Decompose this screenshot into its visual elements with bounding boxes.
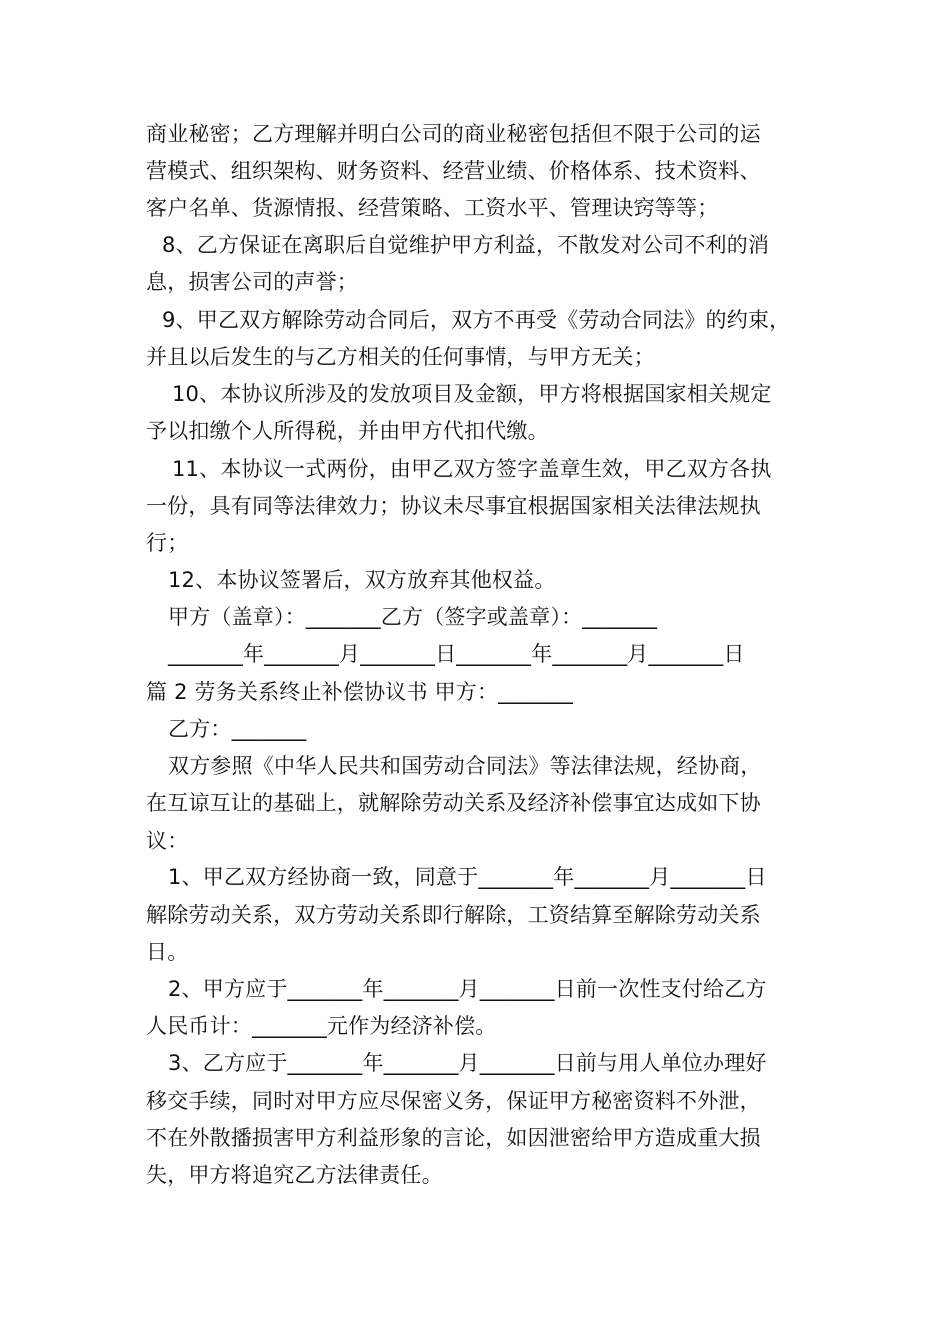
text-line: 行；: [146, 531, 189, 555]
text-line: 议：: [146, 829, 189, 853]
text-line: 予以扣缴个人所得税，并由甲方代扣代缴。: [146, 419, 549, 443]
text-line: 并且以后发生的与乙方相关的任何事情，与甲方无关；: [146, 345, 655, 369]
clause-1-line: 1、甲乙双方经协商一致，同意于_______年_______月_______日: [168, 865, 767, 889]
text-line: 营模式、组织架构、财务资料、经营业绩、价格体系、技术资料、: [146, 159, 761, 183]
text-line: 不在外散播损害甲方利益形象的言论，如因泄密给甲方造成重大损: [146, 1126, 761, 1150]
party-b-line: 乙方：_______: [168, 717, 307, 741]
text-line: 息，损害公司的声誉；: [146, 270, 358, 294]
clause-11-line: 11、本协议一式两份，由甲乙双方签字盖章生效，甲乙双方各执: [172, 457, 772, 481]
preamble-line: 双方参照《中华人民共和国劳动合同法》等法律法规，经协商，: [168, 754, 762, 778]
date-line: _______年_______月_______日_______年_______月_______日: [168, 642, 745, 666]
clause-10-line: 10、本协议所涉及的发放项目及金额，甲方将根据国家相关规定: [172, 382, 772, 406]
text-line: 人民币计：_______元作为经济补偿。: [146, 1014, 497, 1038]
text-line: 失，甲方将追究乙方法律责任。: [146, 1163, 443, 1187]
text-line: 一份，具有同等法律效力；协议未尽事宜根据国家相关法律法规执: [146, 494, 761, 518]
clause-3-line: 3、乙方应于_______年_______月_______日前与用人单位办理好: [168, 1051, 767, 1075]
clause-12-line: 12、本协议签署后，双方放弃其他权益。: [168, 568, 556, 592]
clause-2-line: 2、甲方应于_______年_______月_______日前一次性支付给乙方: [168, 977, 767, 1001]
clause-8-line: 8、乙方保证在离职后自觉维护甲方利益，不散发对公司不利的消: [162, 233, 770, 257]
text-line: 日。: [146, 940, 189, 964]
text-line: 客户名单、货源情报、经营策略、工资水平、管理诀窍等等；: [146, 196, 719, 220]
text-line: 在互谅互让的基础上，就解除劳动关系及经济补偿事宜达成如下协: [146, 791, 761, 815]
clause-9-line: 9、甲乙双方解除劳动合同后，双方不再受《劳动合同法》的约束，: [162, 308, 791, 332]
text-line: 解除劳动关系，双方劳动关系即行解除，工资结算至解除劳动关系: [146, 903, 761, 927]
signature-line: 甲方（盖章）：_______乙方（签字或盖章）：_______: [168, 605, 658, 629]
text-line: 移交手续，同时对甲方应尽保密义务，保证甲方秘密资料不外泄，: [146, 1089, 761, 1113]
section-title: 篇 2 劳务关系终止补偿协议书 甲方：_______: [146, 680, 574, 704]
text-line: 商业秘密；乙方理解并明白公司的商业秘密包括但不限于公司的运: [146, 122, 761, 146]
